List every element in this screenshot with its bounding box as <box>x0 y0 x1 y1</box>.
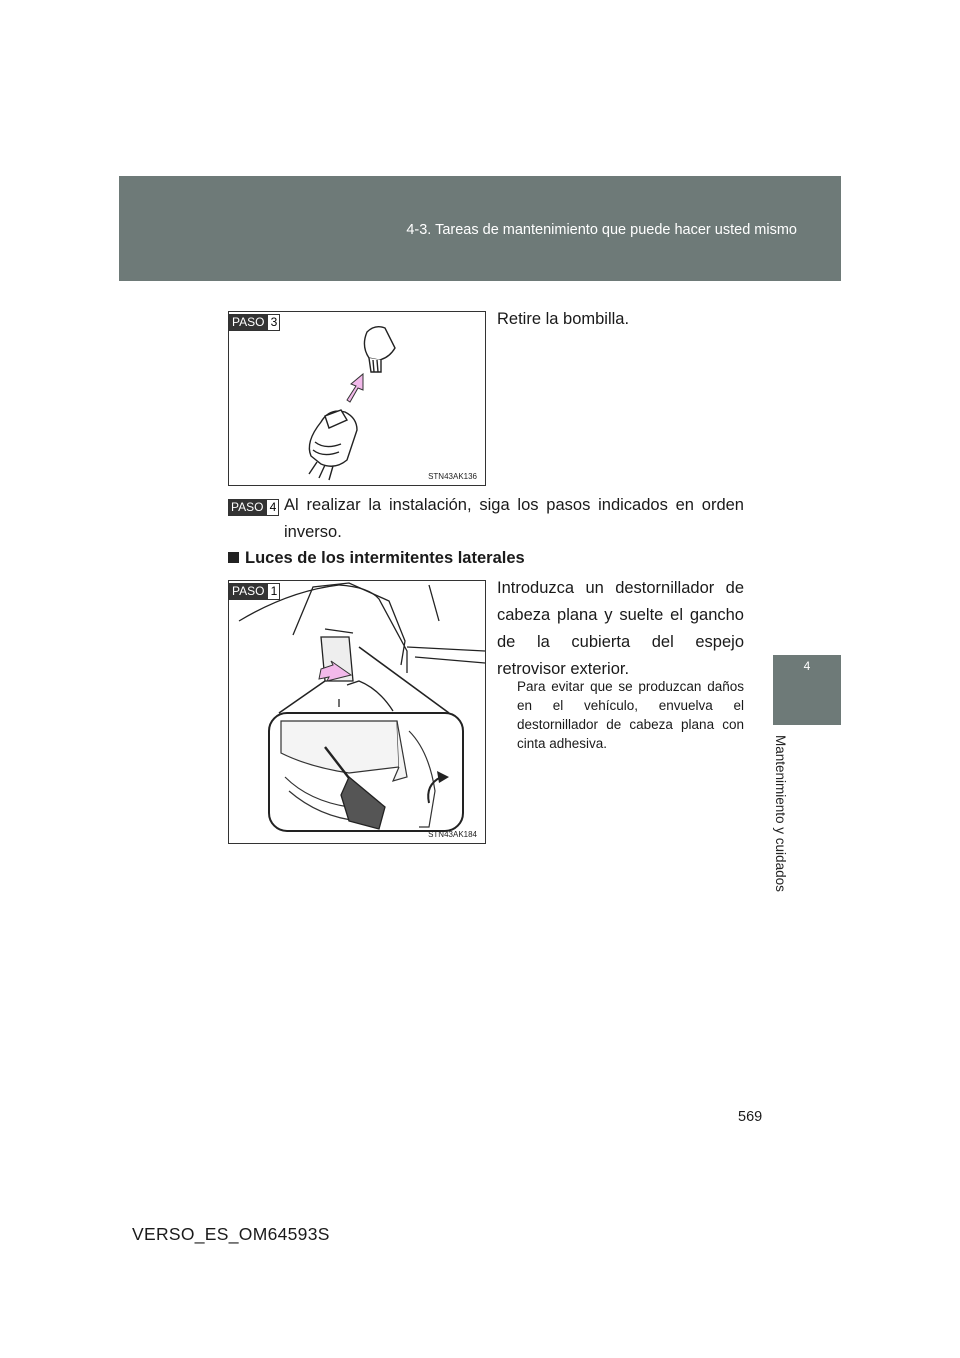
step-number: 3 <box>267 314 280 331</box>
step1-note: Para evitar que se produzcan daños en el vehículo, envuelva el destornillador de cabeza plana con cinta adhesiva. <box>517 679 744 751</box>
page-header <box>119 176 841 281</box>
page-number: 569 <box>738 1109 763 1125</box>
figure-bulb-removal <box>228 311 486 486</box>
square-bullet-icon <box>228 552 239 563</box>
step-label: PASO <box>229 583 267 600</box>
figure-code: STN43AK184 <box>428 830 477 839</box>
step-label: PASO <box>229 314 267 331</box>
chapter-label-container <box>773 735 805 905</box>
step-number: 4 <box>266 499 279 516</box>
bulb-illustration <box>229 312 485 485</box>
figure-code: STN43AK136 <box>428 472 477 481</box>
up-arrow-icon <box>347 374 363 402</box>
step-number: 1 <box>267 583 280 600</box>
step3-text: Retire la bombilla. <box>497 310 630 328</box>
chapter-tab <box>773 655 841 725</box>
section-heading <box>228 549 525 568</box>
section-title: 4-3. Tareas de mantenimiento que puede hacer usted mismo <box>406 222 797 238</box>
figure-mirror-cover <box>228 580 486 844</box>
mirror-illustration <box>229 581 485 843</box>
step4-text: Al realizar la instalación, siga los pasos indicados en orden inverso. <box>284 496 744 541</box>
document-code: VERSO_ES_OM64593S <box>132 1224 330 1244</box>
chapter-number: 4 <box>803 659 811 673</box>
step-label: PASO <box>228 499 266 516</box>
chapter-label: Mantenimiento y cuidados <box>773 735 788 892</box>
section-heading-text: Luces de los intermitentes laterales <box>245 549 525 567</box>
step4-badge <box>228 499 279 516</box>
step1-text: Introduzca un destornillador de cabeza plana y suelte el gancho de la cubierta del espejo retrovisor exterior. <box>497 579 744 678</box>
